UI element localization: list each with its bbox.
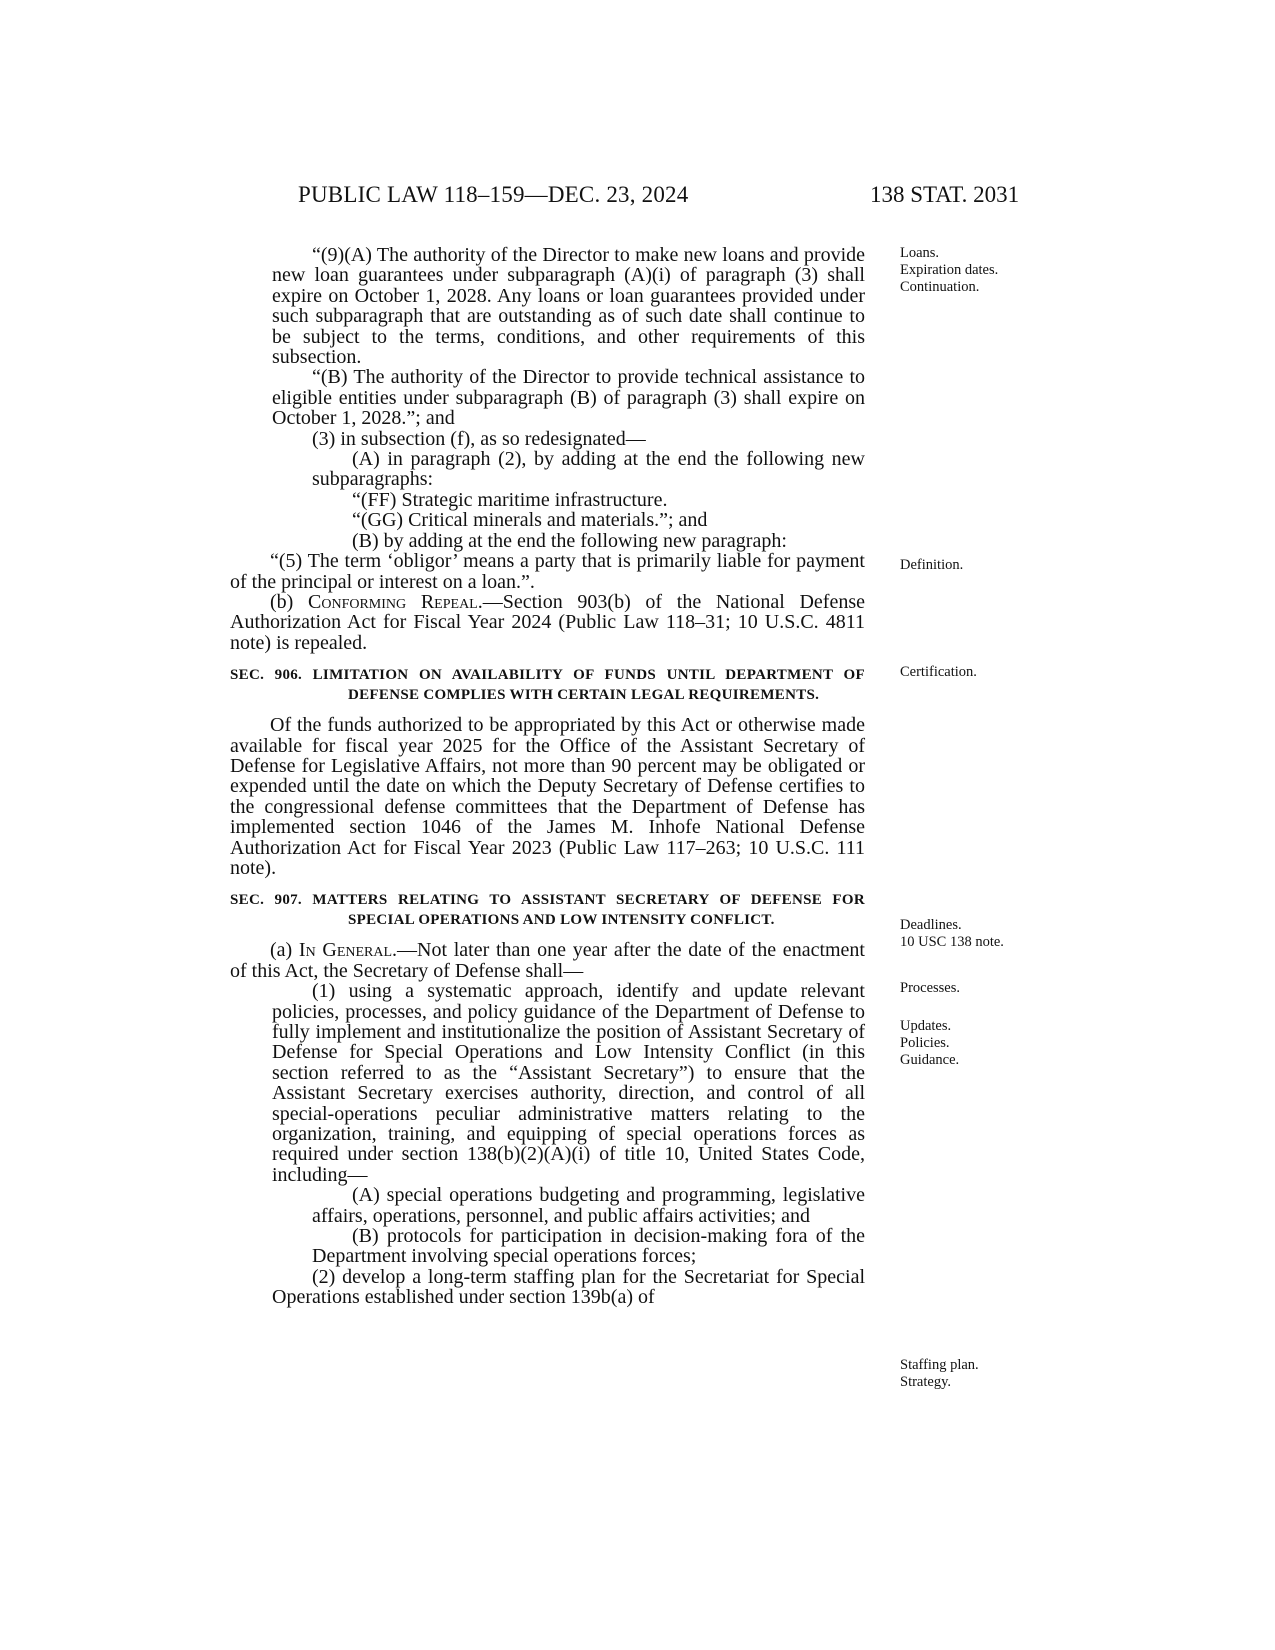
margin-note-line: Definition. — [900, 557, 964, 573]
margin-note-line: Continuation. — [900, 279, 980, 295]
margin-note-line: Updates. — [900, 1018, 952, 1034]
definition-text: “(5) The term ‘obligor’ means a party that is primarily liable for payment of the principal or interest on a loan.”. — [230, 550, 865, 593]
statute-body — [230, 245, 865, 1308]
section-907-heading: SEC. 907. MATTERS RELATING TO ASSISTANT SECRETARY OF DEFENSE FOR SPECIAL OPERATIONS AND LOW INTENSITY CONFLICT. — [230, 892, 865, 929]
section-906-heading: SEC. 906. LIMITATION ON AVAILABILITY OF FUNDS UNTIL DEPARTMENT OF DEFENSE COMPLIES WITH CERTAIN LEGAL REQUIREMENTS. — [230, 667, 865, 704]
paragraph-9-A: “(9)(A) The authority of the Director to make new loans and provide new loan guarantees under subparagraph (A)(i) of paragraph (3) shall expire on October 1, 2028. Any loans or loan guarantees provided under such subparagraph that are outstanding as of such date shall continue to be subject to the terms, conditions, and other requirements of this subsection. — [272, 244, 865, 369]
subsection-a-text: .—Not later than one year after the date of the enactment of this Act, the Secretary of Defense shall— — [230, 939, 865, 982]
margin-note-line: Certification. — [900, 664, 977, 680]
subsection-b-label: (b) — [270, 590, 309, 613]
margin-note-line: Expiration dates. — [900, 262, 999, 278]
margin-note-line: Loans. — [900, 245, 940, 261]
subparagraph-FF: “(FF) Strategic maritime infrastructure. — [352, 488, 668, 511]
subsection-a-label: (a) — [270, 939, 299, 962]
section-906-text: Of the funds authorized to be appropriated by this Act or otherwise made available for fiscal year 2025 for the Office of the Assistant Secretary of Defense for Legislative Affairs, not more than 90 percent may be obligated or expended until the date on which the Deputy Secretary of Defense certifies to the congressional defense committees that the Department of Defense has implemented section 1046 of the James M. Inhofe National Defense Authorization Act for Fiscal Year 2023 (Public Law 117–263; 10 U.S.C. 111 note). — [230, 714, 865, 879]
subsection-b-text: .—Section 903(b) of the National Defense Authorization Act for Fiscal Year 2024 (Public Law 118–31; 10 U.S.C. 4811 note) is repealed. — [230, 590, 865, 654]
running-head — [0, 182, 1275, 212]
paragraph-9-B: “(B) The authority of the Director to provide technical assistance to eligible entities under subparagraph (B) of paragraph (3) shall expire on October 1, 2028.”; and — [272, 366, 865, 430]
paragraph-1: (1) using a systematic approach, identify and update relevant policies, processes, and policy guidance of the Department of Defense to fully implement and institutionalize the position of Assistant Secretary of Defense for Special Operations and Low Intensity Conflict (in this section referred to as the “Assistant Secretary”) to ensure that the Assistant Secretary exercises authority, direction, and control of all special-operations peculiar administrative matters relating to the organization, training, and equipping of special operations forces as required under section 138(b)(2)(A)(i) of title 10, United States Code, including— — [272, 980, 865, 1186]
paragraph-1-B: (B) protocols for participation in decision-making fora of the Department involving special operations forces; — [312, 1225, 865, 1268]
margin-note-certification — [900, 664, 977, 681]
margin-note-line: Strategy. — [900, 1374, 952, 1390]
margin-note-line: 10 USC 138 note. — [900, 934, 1004, 950]
margin-note-definition — [900, 557, 963, 574]
definition-paragraph-5 — [230, 551, 865, 592]
margin-note-line: Deadlines. — [900, 917, 962, 933]
margin-note-updates — [900, 1018, 959, 1069]
paragraph-3: (3) in subsection (f), as so redesignated— — [312, 427, 646, 450]
subsection-a-heading: In General — [298, 939, 393, 962]
subsection-b — [230, 592, 865, 653]
margin-note-line: Policies. — [900, 1035, 950, 1051]
subsection-b-heading: Conforming Repeal — [308, 590, 478, 613]
subsection-a — [230, 940, 865, 981]
margin-note-processes — [900, 980, 960, 997]
paragraph-2: (2) develop a long-term staffing plan for the Secretariat for Special Operations established under section 139b(a) of — [272, 1265, 865, 1309]
subparagraph-GG: “(GG) Critical minerals and materials.”; and — [352, 509, 708, 532]
margin-note-line: Processes. — [900, 980, 961, 996]
paragraph-3-B: (B) by adding at the end the following new paragraph: — [352, 529, 787, 552]
paragraph-1-A: (A) special operations budgeting and programming, legislative affairs, operations, personnel, and public affairs activities; and — [312, 1184, 865, 1227]
public-law-title: PUBLIC LAW 118–159—DEC. 23, 2024 — [298, 182, 689, 207]
margin-note-loans — [900, 245, 998, 296]
statute-page-number: 138 STAT. 2031 — [870, 182, 1020, 207]
margin-note-line: Staffing plan. — [900, 1357, 979, 1373]
margin-note-line: Guidance. — [900, 1052, 960, 1068]
margin-note-staffing — [900, 1357, 979, 1391]
margin-note-deadlines — [900, 917, 1004, 951]
paragraph-3-A: (A) in paragraph (2), by adding at the end the following new subparagraphs: — [312, 448, 865, 491]
